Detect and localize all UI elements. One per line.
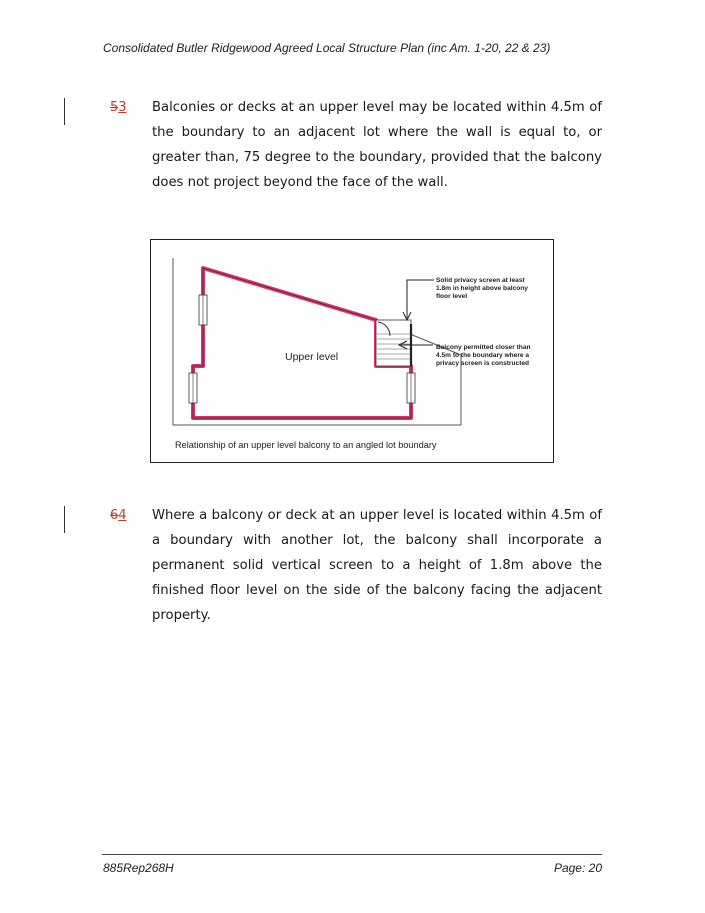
footer-rule bbox=[102, 854, 602, 855]
balcony-diagram bbox=[150, 239, 554, 463]
screen-note-line: 1.8m in height above balcony bbox=[436, 285, 528, 292]
balcony-note-line: 4.5m to the boundary where a bbox=[436, 352, 530, 359]
upper-level-label: Upper level bbox=[285, 351, 339, 363]
clause-text: Where a balcony or deck at an upper level is located within 4.5m of a boundary with another lot, the balcony shall incorporate a permanent solid vertical screen to a height of 1.8m above the finished floor level on the side of the balcony facing the adjacent property. bbox=[152, 508, 602, 623]
clause-number bbox=[110, 508, 127, 523]
clause-number-inserted: 3 bbox=[118, 100, 127, 115]
clause-number-deleted: 6 bbox=[110, 508, 119, 523]
change-bar bbox=[64, 506, 65, 533]
balcony-note-line: Balcony permitted closer than bbox=[436, 344, 531, 351]
clause-number-deleted: 5 bbox=[110, 100, 119, 115]
screen-note-line: floor level bbox=[436, 293, 468, 300]
clause-number-inserted: 4 bbox=[118, 508, 127, 523]
screen-note-line: Solid privacy screen at least bbox=[436, 277, 525, 284]
balcony-note-line: privacy screen is constructed bbox=[436, 360, 530, 367]
page-number: Page: 20 bbox=[553, 861, 602, 875]
clause-number bbox=[110, 100, 127, 115]
document-reference: 885Rep268H bbox=[103, 861, 174, 875]
figure-caption: Relationship of an upper level balcony to an angled lot boundary bbox=[175, 440, 437, 450]
change-bar bbox=[64, 98, 65, 125]
clause-text: Balconies or decks at an upper level may be located within 4.5m of the boundary to an adjacent lot where the wall is equal to, or greater than, 75 degree to the boundary, provided that the balcony does not project beyond the face of the wall. bbox=[152, 100, 602, 190]
page-header: Consolidated Butler Ridgewood Agreed Local Structure Plan (inc Am. 1-20, 22 & 23) bbox=[103, 41, 551, 55]
diagram-drawing bbox=[151, 240, 555, 464]
